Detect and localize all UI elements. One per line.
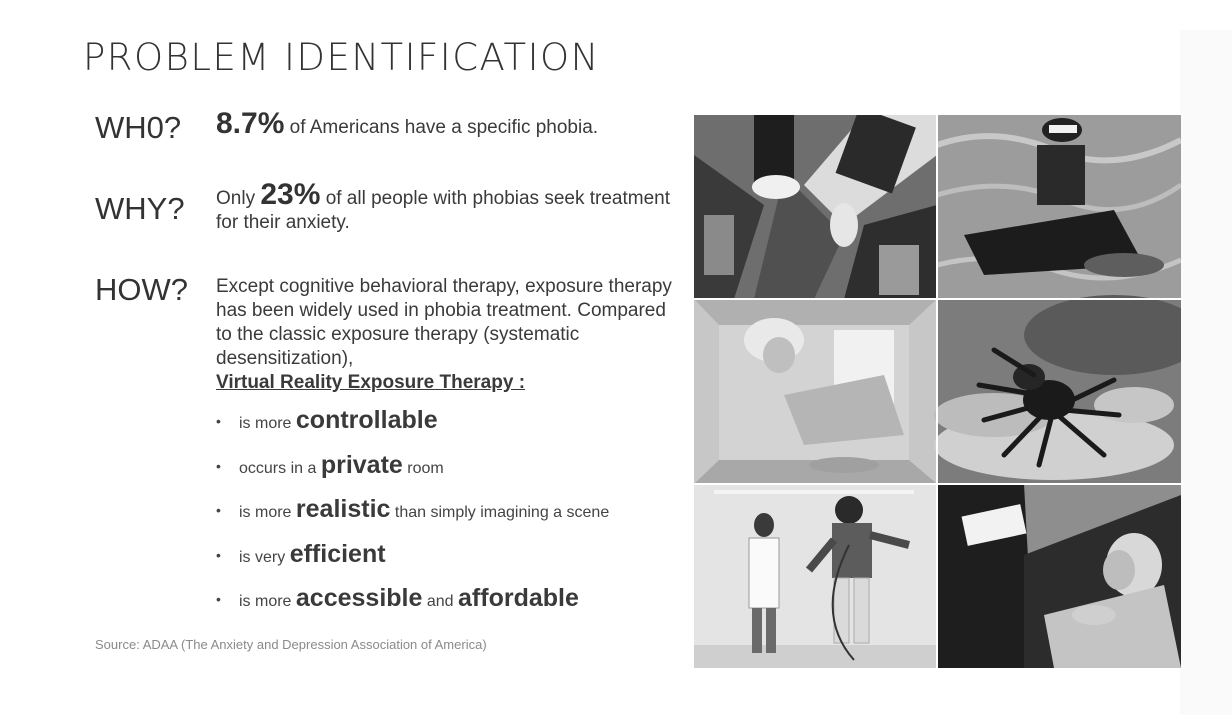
why-stat: 23% — [260, 178, 321, 211]
bullet-emphasis: realistic — [295, 495, 391, 523]
who-label: WH0? — [95, 110, 182, 145]
list-item: • is more controllable — [216, 406, 438, 434]
photo-heights-phobia — [694, 115, 937, 299]
why-description: of all people with phobias seek treatment for their anxiety. — [216, 188, 671, 233]
photo-claustrophobia — [694, 299, 937, 484]
bullet-emphasis: efficient — [289, 539, 386, 568]
who-stat: 8.7% — [216, 107, 285, 140]
bullet-dot: • — [216, 457, 221, 474]
bullet-dot: • — [216, 546, 221, 563]
source-citation: Source: ADAA (The Anxiety and Depression Association of America) — [95, 637, 487, 652]
photo-tarantula-in-hand — [934, 295, 1181, 484]
benefits-list — [216, 402, 676, 625]
right-edge-strip — [1180, 30, 1232, 715]
list-item: • is very efficient — [216, 539, 386, 568]
who-text — [216, 107, 676, 140]
bullet-dot: • — [216, 502, 221, 518]
bullet-emphasis-2: affordable — [458, 584, 579, 612]
who-description: of Americans have a specific phobia. — [289, 117, 599, 138]
how-text — [216, 275, 676, 395]
page-title: PROBLEM IDENTIFICATION — [83, 36, 600, 79]
list-item: • occurs in a private room — [216, 450, 444, 479]
bullet-dot: • — [216, 413, 221, 429]
bullet-emphasis: controllable — [295, 406, 438, 434]
list-item: • is more accessible and affordable — [216, 584, 579, 612]
photo-water-phobia — [937, 115, 1181, 299]
how-highlight: Virtual Reality Exposure Therapy : — [216, 372, 526, 393]
why-prefix: Only — [216, 188, 256, 209]
why-text — [216, 178, 676, 235]
photo-therapy-session — [937, 484, 1181, 668]
bullet-emphasis: private — [320, 450, 403, 479]
list-item: • is more realistic than simply imagining a scene — [216, 495, 610, 523]
how-description: Except cognitive behavioral therapy, exposure therapy has been widely used in phobia treatment. Compared to the classic exposure therapy (systematic desensitization), — [216, 276, 672, 369]
why-label: WHY? — [95, 191, 185, 226]
bullet-dot: • — [216, 591, 221, 607]
photo-vr-headset-session — [694, 484, 937, 668]
photo-grid — [694, 115, 1181, 668]
how-label: HOW? — [95, 272, 188, 307]
bullet-emphasis: accessible — [295, 584, 423, 612]
